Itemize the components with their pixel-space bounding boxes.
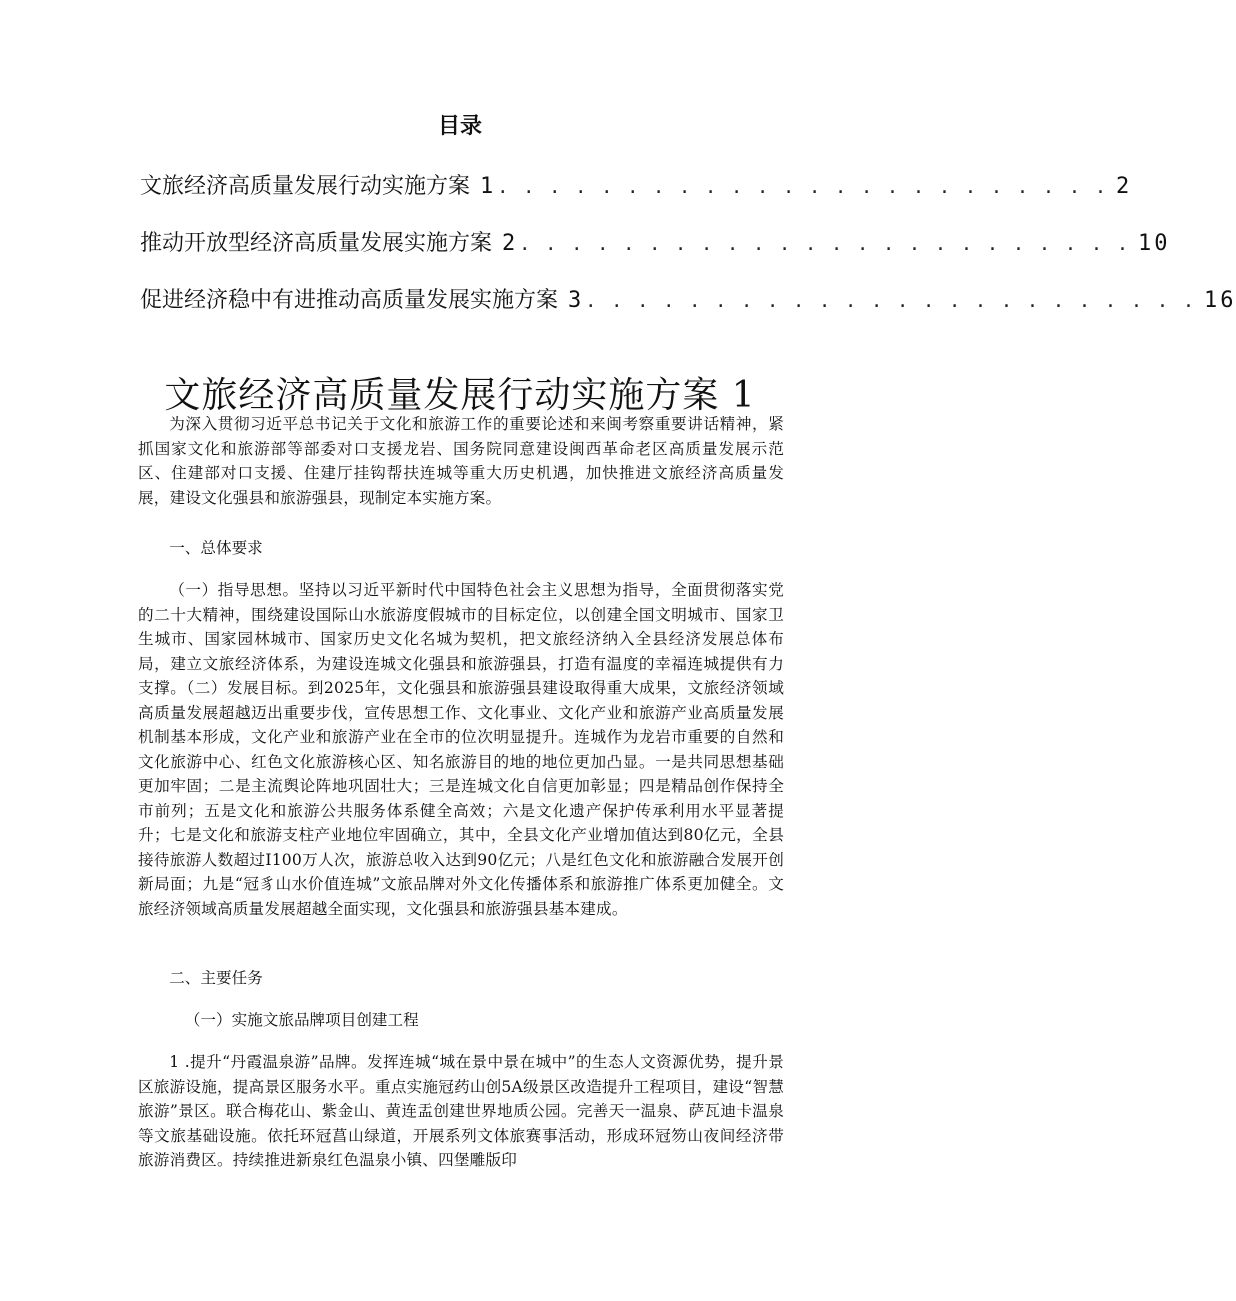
toc-entry-page: 2 [1115,174,1133,199]
toc-entry-text: 推动开放型经济高质量发展实施方案 [140,231,493,256]
toc-entry-number: 2 [502,231,516,256]
toc-entry[interactable] [140,227,1171,261]
toc-entry-text: 促进经济稳中有进推动高质量发展实施方案 [140,288,559,313]
toc-entry-number: 1 [480,174,494,199]
toc-leader-dots: . . . . . . . . . . . . . . . . . . . . . . . . [499,174,1110,199]
toc-entry[interactable] [140,284,1236,318]
intro-paragraph: 为深入贯彻习近平总书记关于文化和旅游工作的重要论述和来闽考察重要讲话精神，紧抓国家文化和旅游部等部委对口支援龙岩、国务院同意建设闽西革命老区高质量发展示范区、住建部对口支援、住建厅挂钩帮扶连城等重大历史机遇，加快推进文旅经济高质量发展，建设文化强县和旅游强县，现制定本实施方案。 [138,415,784,507]
toc-entry-number: 3 [568,288,582,313]
toc-entry-page: 16 [1203,288,1236,313]
toc-leader-dots: . . . . . . . . . . . . . . . . . . . . . . . . [521,231,1132,256]
toc-leader-dots: . . . . . . . . . . . . . . . . . . . . . . . . [587,288,1198,313]
section-heading: 二、主要任务 [169,969,263,987]
task-paragraph: 1 .提升“丹霞温泉游”品牌。发挥连城“城在景中景在城中”的生态人文资源优势，提升景区旅游设施，提高景区服务水平。重点实施冠药山创5A级景区改造提升工程项目，建设“智慧旅游”景区。联合梅花山、紫金山、黄连盂创建世界地质公园。完善天一温泉、萨瓦迪卡温泉等文旅基础设施。依托环冠菖山绿道，开展系列文体旅赛事活动，形成环冠笏山夜间经济带旅游消费区。持续推进新泉红色温泉小镇、四堡雕版印 [138,1053,784,1169]
subsection-heading: （一）实施文旅品牌项目创建工程 [184,1011,419,1029]
section-heading: 一、总体要求 [169,539,263,557]
toc-title: 目录 [437,114,482,139]
toc-entry-page: 10 [1137,231,1171,256]
toc-entry-text: 文旅经济高质量发展行动实施方案 [140,174,471,199]
toc-entry[interactable] [140,170,1133,204]
guiding-thought-paragraph: （一）指导思想。坚持以习近平新时代中国特色社会主义思想为指导，全面贯彻落实党的二十大精神，围绕建设国际山水旅游度假城市的目标定位，以创建全国文明城市、国家卫生城市、国家园林城市、国家历史文化名城为契机，把文旅经济纳入全县经济发展总体布局，建立文旅经济体系，为建设连城文化强县和旅游强县，打造有温度的幸福连城提供有力支撑。（二）发展目标。到2025年，文化强县和旅游强县建设取得重大成果，文旅经济领域高质量发展超越迈出重要步伐，宣传思想工作、文化事业、文化产业和旅游产业高质量发展机制基本形成，文化产业和旅游产业在全市的位次明显提升。连城作为龙岩市重要的自然和文化旅游中心、红色文化旅游核心区、知名旅游目的地的地位更加凸显。一是共同思想基础更加牢固；二是主流舆论阵地巩固壮大；三是连城文化自信更加彰显；四是精品创作保持全市前列；五是文化和旅游公共服务体系健全高效；六是文化遗产保护传承利用水平显著提升；七是文化和旅游支柱产业地位牢固确立，其中，全县文化产业增加值达到80亿元，全县接待旅游人数超过I100万人次，旅游总收入达到90亿元；八是红色文化和旅游融合发展开创新局面；九是“冠豸山水价值连城”文旅品牌对外文化传播体系和旅游推广体系更加健全。文旅经济领域高质量发展超越全面实现，文化强县和旅游强县基本建成。 [138,581,784,918]
document-title: 文旅经济高质量发展行动实施方案 1 [164,375,756,417]
